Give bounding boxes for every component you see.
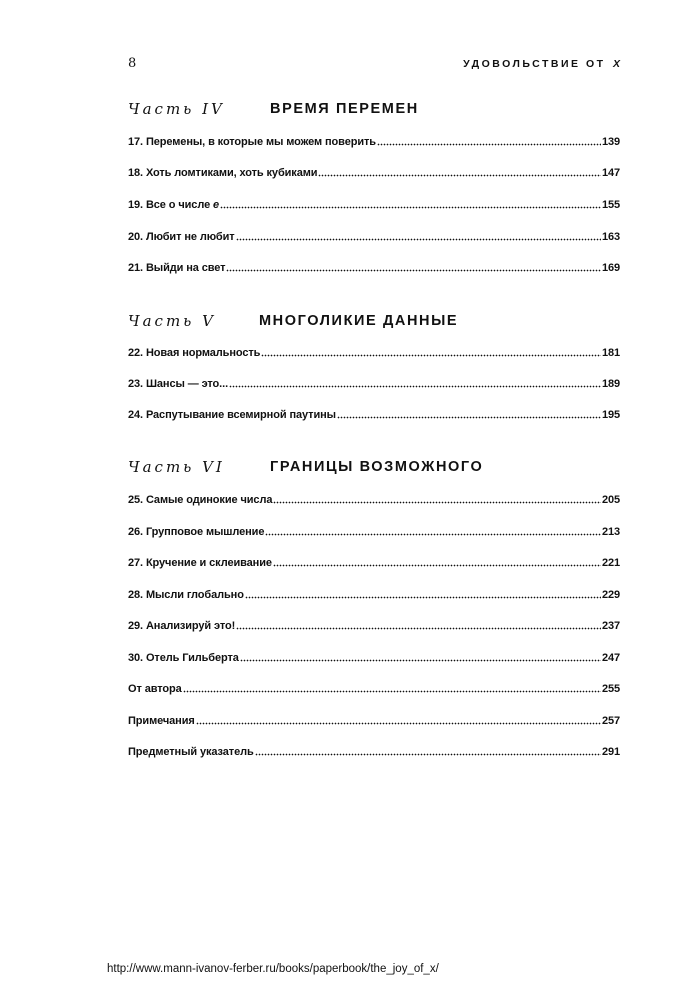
toc-entry-title: 26. Групповое мышление: [128, 526, 265, 538]
toc-entry-title: 22. Новая нормальность: [128, 347, 261, 359]
toc-entry-page: 255: [601, 683, 620, 695]
toc-entry-title: 29. Анализируй это!: [128, 620, 236, 632]
leader-dots: [273, 501, 601, 504]
toc-entry[interactable]: [128, 134, 620, 150]
leader-dots: [261, 354, 601, 357]
toc-entry-page: 291: [601, 746, 620, 758]
toc-entry[interactable]: [128, 524, 620, 540]
toc-entry[interactable]: [128, 587, 620, 603]
footer-url[interactable]: http://www.mann-ivanov-ferber.ru/books/paperbook/the_joy_of_x/: [107, 963, 439, 975]
toc-entry-page: 247: [601, 652, 620, 664]
toc-entry[interactable]: [128, 618, 620, 634]
toc-entry[interactable]: [128, 165, 620, 181]
toc-entry[interactable]: [128, 229, 620, 245]
part-label: Часть VI: [128, 458, 225, 476]
toc-entry-title: 27. Кручение и склеивание: [128, 557, 272, 569]
running-head-variable: X: [612, 58, 620, 70]
toc-entry-page: 205: [601, 494, 620, 506]
leader-dots: [337, 416, 601, 419]
toc-entry-page: 163: [601, 231, 620, 243]
toc-entry-title: 25. Самые одинокие числа: [128, 494, 273, 506]
leader-dots: [318, 174, 601, 177]
leader-dots: [377, 143, 601, 146]
leader-dots: [240, 659, 601, 662]
running-head-text: УДОВОЛЬСТВИЕ ОТ: [463, 58, 606, 70]
toc-entry-title: 23. Шансы — это...: [128, 378, 229, 390]
part-heading-iv: [128, 100, 620, 120]
toc-entry-page: 139: [601, 136, 620, 148]
toc-entry-page: 221: [601, 557, 620, 569]
leader-dots: [245, 596, 601, 599]
leader-dots: [196, 722, 601, 725]
toc-entry[interactable]: [128, 407, 620, 423]
toc-entry-page: 189: [601, 378, 620, 390]
toc-entry[interactable]: [128, 713, 620, 729]
toc-entry-page: 257: [601, 715, 620, 727]
leader-dots: [255, 753, 601, 756]
leader-dots: [236, 238, 601, 241]
toc-entry-title: 30. Отель Гильберта: [128, 652, 239, 664]
part-title: МНОГОЛИКИЕ ДАННЫЕ: [259, 313, 459, 329]
toc-entry-title: 20. Любит не любит: [128, 231, 235, 243]
toc-entry-title-text: 19. Все о числе: [128, 199, 214, 211]
part-title: ВРЕМЯ ПЕРЕМЕН: [270, 101, 419, 117]
toc-entry-page: 195: [601, 409, 620, 421]
toc-entry-page: 237: [601, 620, 620, 632]
part-heading-v: [128, 312, 620, 332]
leader-dots: [183, 690, 601, 693]
running-head: [463, 58, 620, 70]
leader-dots: [220, 206, 601, 209]
part-label: Часть IV: [128, 100, 225, 118]
part-title: ГРАНИЦЫ ВОЗМОЖНОГО: [270, 459, 484, 475]
toc-entry-page: 155: [601, 199, 620, 211]
toc-entry[interactable]: [128, 260, 620, 276]
toc-entry-title: [128, 197, 219, 213]
toc-entry-title: 18. Хоть ломтиками, хоть кубиками: [128, 167, 318, 179]
toc-entry-title: От автора: [128, 683, 182, 695]
toc-entry-page: 147: [601, 167, 620, 179]
toc-entry-page: 229: [601, 589, 620, 601]
toc-entry-title: 24. Распутывание всемирной паутины: [128, 409, 336, 421]
toc-entry-title-italic: e: [213, 199, 220, 211]
toc-entry-page: 169: [601, 262, 620, 274]
leader-dots: [265, 533, 601, 536]
toc-entry-page: 213: [601, 526, 620, 538]
toc-entry[interactable]: [128, 555, 620, 571]
toc-entry-title: Примечания: [128, 715, 195, 727]
part-heading-vi: [128, 458, 620, 478]
leader-dots: [229, 385, 601, 388]
toc-entry-title: 21. Выйди на свет: [128, 262, 226, 274]
toc-entry[interactable]: [128, 376, 620, 392]
page-number: 8: [128, 56, 137, 71]
toc-entry[interactable]: [128, 345, 620, 361]
toc-entry[interactable]: [128, 650, 620, 666]
toc-entry[interactable]: [128, 744, 620, 760]
toc-entry[interactable]: [128, 681, 620, 697]
leader-dots: [273, 564, 601, 567]
toc-entry[interactable]: [128, 197, 620, 213]
toc-entry-title: 17. Перемены, в которые мы можем поверить: [128, 136, 376, 148]
toc-entry-title: 28. Мысли глобально: [128, 589, 244, 601]
part-label: Часть V: [128, 312, 216, 330]
leader-dots: [236, 627, 601, 630]
toc-entry-page: 181: [601, 347, 620, 359]
toc-entry[interactable]: [128, 492, 620, 508]
leader-dots: [226, 269, 600, 272]
toc-entry-title: Предметный указатель: [128, 746, 254, 758]
